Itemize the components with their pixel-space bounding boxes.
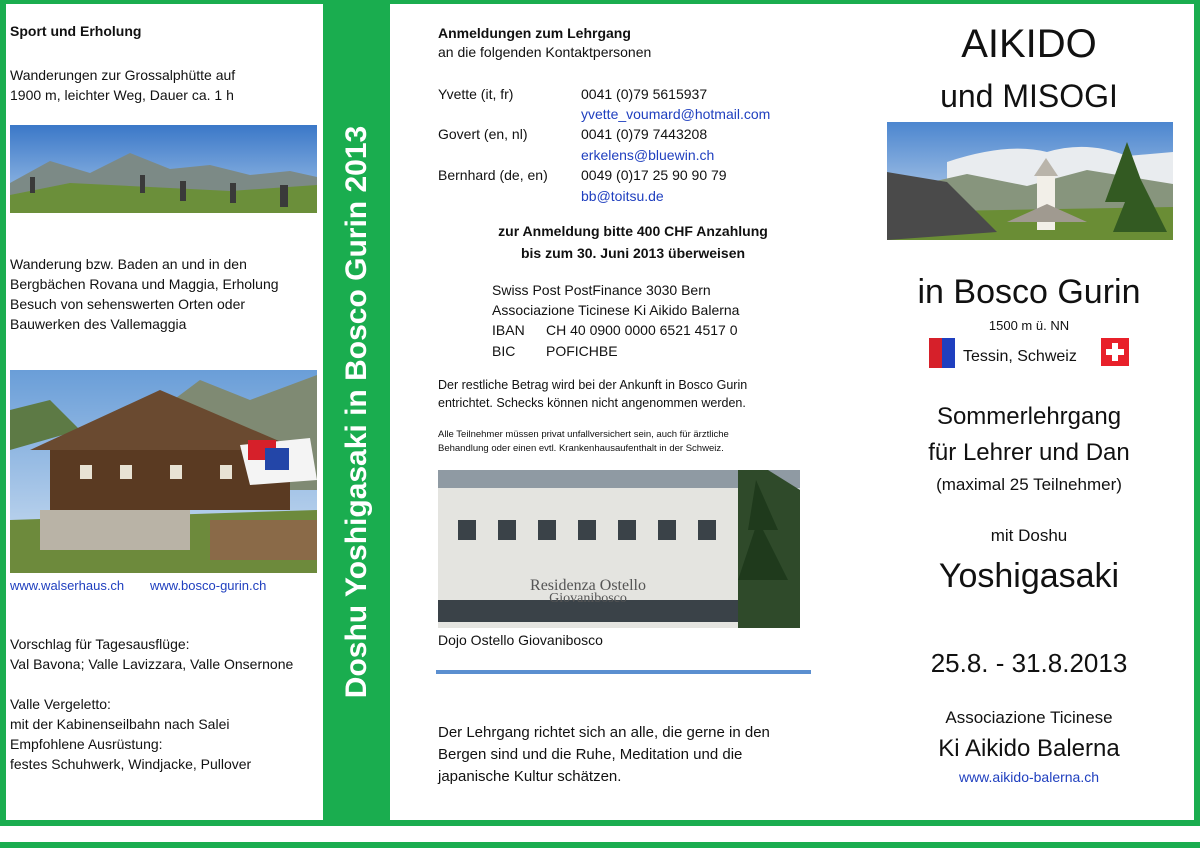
cover-altitude: 1500 m ü. NN — [988, 318, 1070, 333]
closing-text-3: japanische Kultur schätzen. — [438, 768, 622, 785]
hikers-photo — [10, 125, 317, 213]
iban-value: CH 40 0900 0000 6521 4517 0 — [546, 322, 738, 338]
hike-text-1: Wanderungen zur Grossalphütte auf — [10, 67, 236, 83]
contact-phone-govert: 0041 (0)79 7443208 — [581, 126, 708, 142]
vergeletto-text-2: mit der Kabinenseilbahn nach Salei — [10, 716, 230, 732]
left-heading: Sport und Erholung — [10, 23, 142, 39]
building-sign-1: Residenza Ostello — [530, 577, 646, 594]
organizer-line-2: Ki Aikido Balerna — [938, 735, 1120, 762]
cover-title-misogi: und MISOGI — [940, 78, 1118, 114]
bottom-strip — [0, 826, 1200, 842]
ticino-flag-icon — [929, 338, 955, 368]
spine-title: Doshu Yoshigasaki in Bosco Gurin 2013 — [339, 125, 373, 699]
vergeletto-text-1: Valle Vergeletto: — [10, 696, 111, 712]
spine — [323, 4, 390, 820]
bank-name: Swiss Post PostFinance 3030 Bern — [492, 282, 711, 298]
bosco-gurin-link[interactable]: www.bosco-gurin.ch — [150, 578, 267, 593]
contact-name-bernhard: Bernhard (de, en) — [438, 167, 548, 183]
vergeletto-text-3: Empfohlene Ausrüstung: — [10, 736, 163, 752]
registration-subheading: an die folgenden Kontaktpersonen — [438, 44, 652, 60]
course-title-2: für Lehrer und Dan — [928, 439, 1130, 466]
bank-account-holder: Associazione Ticinese Ki Aikido Balerna — [492, 302, 740, 318]
iban-label: IBAN — [492, 322, 525, 338]
middle-panel — [390, 4, 880, 820]
course-capacity: (maximal 25 Teilnehmer) — [936, 475, 1122, 494]
contact-email-bernhard[interactable]: bb@toitsu.de — [581, 188, 664, 204]
cover-region: Tessin, Schweiz — [963, 348, 1077, 365]
walserhaus-photo — [10, 370, 317, 573]
walserhaus-link[interactable]: www.walserhaus.ch — [10, 578, 125, 593]
swim-text-2: Bergbächen Rovana und Maggia, Erholung — [10, 276, 279, 292]
swim-text-1: Wanderung bzw. Baden an und in den — [10, 256, 247, 272]
payment-text-1: zur Anmeldung bitte 400 CHF Anzahlung — [498, 223, 768, 239]
closing-text-1: Der Lehrgang richtet sich an alle, die gerne in den — [438, 724, 770, 741]
registration-heading: Anmeldungen zum Lehrgang — [438, 25, 631, 41]
rest-payment-text-2: entrichtet. Schecks können nicht angenommen werden. — [438, 396, 746, 410]
swim-text-3: Besuch von sehenswerten Orten oder — [10, 296, 246, 312]
divider — [436, 670, 811, 674]
vergeletto-text-4: festes Schuhwerk, Windjacke, Pullover — [10, 756, 252, 772]
bosco-gurin-photo — [887, 122, 1173, 240]
swiss-flag-icon — [1101, 338, 1129, 366]
ostello-photo — [438, 470, 800, 628]
contact-phone-bernhard: 0049 (0)17 25 90 90 79 — [581, 167, 727, 183]
ostello-caption: Dojo Ostello Giovanibosco — [438, 632, 603, 648]
with-doshu: mit Doshu — [990, 526, 1068, 545]
bic-label: BIC — [492, 343, 516, 359]
insurance-text-2: Behandlung oder einen evtl. Krankenhausaufenthalt in der Schweiz. — [438, 443, 724, 454]
contact-email-yvette[interactable]: yvette_voumard@hotmail.com — [581, 106, 771, 122]
organizer-line-1: Associazione Ticinese — [945, 708, 1113, 727]
cover-location: in Bosco Gurin — [917, 273, 1141, 311]
payment-text-2: bis zum 30. Juni 2013 überweisen — [520, 245, 746, 261]
master-name: Yoshigasaki — [938, 557, 1120, 595]
rest-payment-text-1: Der restliche Betrag wird bei der Ankunft in Bosco Gurin — [438, 378, 748, 392]
contact-name-govert: Govert (en, nl) — [438, 126, 528, 142]
trips-text-2: Val Bavona; Valle Lavizzara, Valle Onsernone — [10, 656, 294, 672]
building-sign-2: Giovanibosco — [549, 591, 627, 606]
course-dates: 25.8. - 31.8.2013 — [930, 648, 1128, 678]
bic-value: POFICHBE — [546, 343, 618, 359]
cover-title-aikido: AIKIDO — [961, 22, 1097, 66]
insurance-text-1: Alle Teilnehmer müssen privat unfallversichert sein, auch für ärztliche — [438, 429, 729, 440]
contact-phone-yvette: 0041 (0)79 5615937 — [581, 86, 708, 102]
trips-text-1: Vorschlag für Tagesausflüge: — [10, 636, 190, 652]
contact-name-yvette: Yvette (it, fr) — [438, 86, 514, 102]
closing-text-2: Bergen sind und die Ruhe, Meditation und die — [438, 746, 743, 763]
hike-text-2: 1900 m, leichter Weg, Dauer ca. 1 h — [10, 87, 234, 103]
cover-panel — [880, 4, 1194, 820]
left-panel — [6, 4, 323, 820]
swim-text-4: Bauwerken des Vallemaggia — [10, 316, 187, 332]
contact-email-govert[interactable]: erkelens@bluewin.ch — [581, 147, 715, 163]
website-link[interactable]: www.aikido-balerna.ch — [958, 769, 1100, 785]
course-title-1: Sommerlehrgang — [936, 403, 1122, 430]
